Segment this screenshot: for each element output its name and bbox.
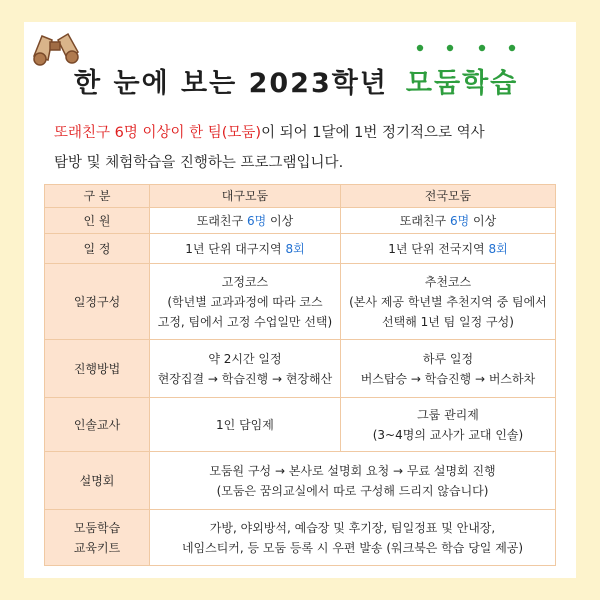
- cell-national: 1년 단위 전국지역 8회: [340, 234, 555, 264]
- cell-daegu: 약 2시간 일정 현장집결 → 학습진행 → 현장해산: [150, 340, 341, 398]
- title-accent: [406, 61, 518, 100]
- table-row-members: [45, 208, 556, 234]
- row-label: 일정구성: [45, 264, 150, 340]
- table-row-schedule: [45, 234, 556, 264]
- table-row-briefing: [45, 452, 556, 510]
- header-daegu: 대구모둠: [150, 185, 341, 208]
- row-label: 진행방법: [45, 340, 150, 398]
- title-accent-text: 모둠학습: [405, 68, 519, 99]
- table-row-composition: [45, 264, 556, 340]
- dot-decoration-icon: [412, 43, 522, 53]
- intro-line-1: [54, 118, 564, 148]
- table-row-kit: [45, 510, 556, 566]
- cell-merged: 가방, 야외방석, 예습장 및 후기장, 팀일정표 및 안내장, 네임스티커, 등 모둠 등록 시 우편 발송 (워크북은 학습 당일 제공): [150, 510, 556, 566]
- cell-daegu: 1년 단위 대구지역 8회: [150, 234, 341, 264]
- cell-daegu: 1인 담임제: [150, 398, 341, 452]
- header-category: 구 분: [45, 185, 150, 208]
- row-label: 설명회: [45, 452, 150, 510]
- table-row-teacher: [45, 398, 556, 452]
- cell-daegu: 또래친구 6명 이상: [150, 208, 341, 234]
- program-table: [44, 184, 556, 566]
- cell-daegu: 고정코스 (학년별 교과과정에 따라 코스 고정, 팀에서 고정 수업일만 선택): [150, 264, 341, 340]
- intro-line-1-rest: 이 되어 1달에 1번 정기적으로 역사: [261, 125, 485, 141]
- header-national: 전국모둠: [340, 185, 555, 208]
- title-main: 한 눈에 보는 2023학년: [74, 68, 388, 99]
- intro-line-2: 탐방 및 체험학습을 진행하는 프로그램입니다.: [54, 155, 344, 171]
- row-label: 인 원: [45, 208, 150, 234]
- row-label: 모둠학습 교육키트: [45, 510, 150, 566]
- cell-national: 그룹 관리제 (3~4명의 교사가 교대 인솔): [340, 398, 555, 452]
- cell-national: 추천코스 (본사 제공 학년별 추천지역 중 팀에서 선택해 1년 팀 일정 구성): [340, 264, 555, 340]
- page-title: [74, 60, 574, 100]
- cell-national: 또래친구 6명 이상: [340, 208, 555, 234]
- intro-text: [54, 118, 564, 178]
- cell-national: 하루 일정 버스탑승 → 학습진행 → 버스하차: [340, 340, 555, 398]
- intro-highlight: 또래친구 6명 이상이 한 팀(모둠): [54, 125, 262, 141]
- cell-merged: 모둠원 구성 → 본사로 설명회 요청 → 무료 설명회 진행 (모둠은 꿈의교실에서 따로 구성해 드리지 않습니다): [150, 452, 556, 510]
- row-label: 일 정: [45, 234, 150, 264]
- table-row-method: [45, 340, 556, 398]
- table-header-row: [45, 185, 556, 208]
- content-card: [24, 22, 576, 578]
- row-label: 인솔교사: [45, 398, 150, 452]
